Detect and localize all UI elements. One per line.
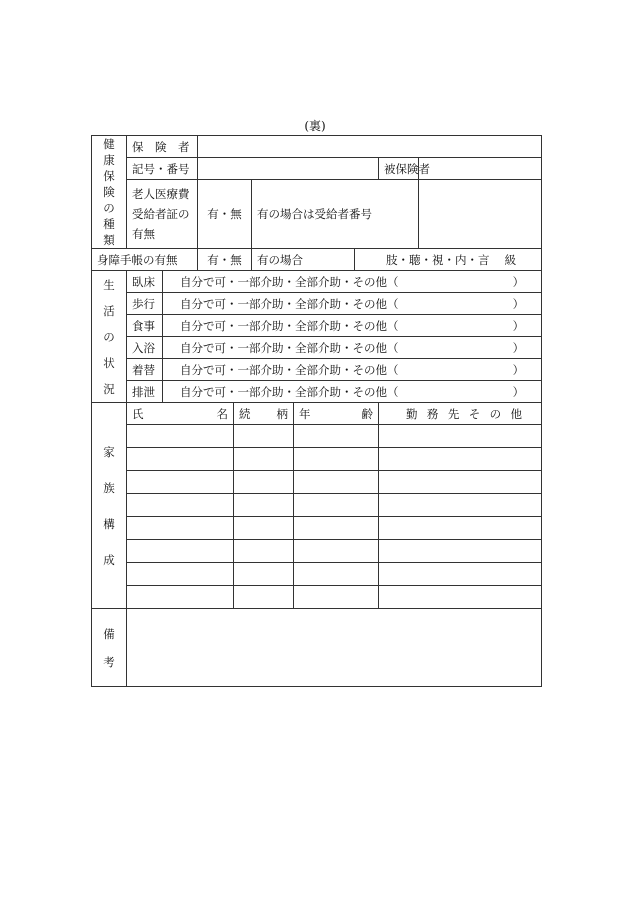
disability-if-yes-label: 有の場合 [252, 249, 355, 271]
elderly-medical-label: 老人医療費 受給者証の 有無 [127, 180, 198, 249]
family-name-cell[interactable] [127, 494, 234, 517]
disability-handbook-label: 身障手帳の有無 [92, 249, 198, 271]
living-item-options[interactable]: 自分で可・一部介助・全部介助・その他（ ） [163, 293, 542, 315]
living-item-label: 排泄 [127, 381, 163, 403]
remarks-section-label: 備 考 [92, 609, 127, 687]
family-work-cell[interactable] [379, 586, 542, 609]
family-header-age: 年 齢 [294, 403, 379, 425]
living-item-label: 食事 [127, 315, 163, 337]
family-work-cell[interactable] [379, 471, 542, 494]
family-relation-cell[interactable] [234, 448, 294, 471]
family-age-cell[interactable] [294, 563, 379, 586]
elderly-medical-choice[interactable]: 有・無 [198, 180, 252, 249]
family-name-cell[interactable] [127, 517, 234, 540]
disability-types[interactable]: 肢・聴・視・内・言 [386, 252, 490, 267]
family-work-cell[interactable] [379, 494, 542, 517]
record-form [91, 135, 541, 687]
family-name-cell[interactable] [127, 425, 234, 448]
family-name-cell[interactable] [127, 471, 234, 494]
family-name-cell[interactable] [127, 586, 234, 609]
disability-grade-label: 級 [504, 252, 517, 267]
family-work-cell[interactable] [379, 563, 542, 586]
table-row [92, 517, 542, 540]
disability-detail-field[interactable] [355, 249, 542, 271]
living-item-options[interactable]: 自分で可・一部介助・全部介助・その他（ ） [163, 337, 542, 359]
family-name-cell[interactable] [127, 540, 234, 563]
number-label: 記号・番号 [127, 158, 198, 180]
table-row [92, 425, 542, 448]
insured-label: 被保険者 [379, 158, 419, 180]
family-work-cell[interactable] [379, 540, 542, 563]
family-relation-cell[interactable] [234, 494, 294, 517]
family-relation-cell[interactable] [234, 563, 294, 586]
form-table [91, 135, 542, 687]
living-item-label: 入浴 [127, 337, 163, 359]
family-work-cell[interactable] [379, 517, 542, 540]
family-age-cell[interactable] [294, 586, 379, 609]
number-field[interactable] [198, 158, 379, 180]
living-status-section-label: 生 活 の 状 況 [92, 271, 127, 403]
insured-field[interactable] [419, 158, 542, 180]
insurer-label: 保 険 者 [127, 136, 198, 158]
family-work-cell[interactable] [379, 425, 542, 448]
family-age-cell[interactable] [294, 471, 379, 494]
family-work-cell[interactable] [379, 448, 542, 471]
living-item-options[interactable]: 自分で可・一部介助・全部介助・その他（ ） [163, 381, 542, 403]
living-item-options[interactable]: 自分で可・一部介助・全部介助・その他（ ） [163, 271, 542, 293]
family-age-cell[interactable] [294, 448, 379, 471]
family-relation-cell[interactable] [234, 540, 294, 563]
family-name-cell[interactable] [127, 448, 234, 471]
living-item-label: 臥床 [127, 271, 163, 293]
remarks-field[interactable] [127, 609, 542, 687]
table-row [92, 448, 542, 471]
insurance-type-section-label: 健 康 保 険 の 種 類 [92, 136, 127, 249]
living-item-label: 歩行 [127, 293, 163, 315]
table-row [92, 540, 542, 563]
insurer-field[interactable] [198, 136, 542, 158]
recipient-number-field[interactable] [419, 180, 542, 249]
table-row [92, 563, 542, 586]
family-relation-cell[interactable] [234, 425, 294, 448]
family-name-cell[interactable] [127, 563, 234, 586]
page-title: (裏) [304, 119, 326, 133]
family-age-cell[interactable] [294, 494, 379, 517]
family-relation-cell[interactable] [234, 586, 294, 609]
disability-handbook-choice[interactable]: 有・無 [198, 249, 252, 271]
table-row [92, 586, 542, 609]
family-age-cell[interactable] [294, 517, 379, 540]
living-item-label: 着替 [127, 359, 163, 381]
table-row [92, 471, 542, 494]
family-header-relation: 続 柄 [234, 403, 294, 425]
elderly-medical-if-yes-label: 有の場合は受給者番号 [252, 180, 419, 249]
family-section-label: 家 族 構 成 [92, 403, 127, 609]
family-relation-cell[interactable] [234, 517, 294, 540]
family-age-cell[interactable] [294, 425, 379, 448]
family-relation-cell[interactable] [234, 471, 294, 494]
table-row [92, 494, 542, 517]
family-age-cell[interactable] [294, 540, 379, 563]
family-header-name: 氏 名 [127, 403, 234, 425]
family-header-work: 勤 務 先 そ の 他 [379, 403, 542, 425]
living-item-options[interactable]: 自分で可・一部介助・全部介助・その他（ ） [163, 315, 542, 337]
living-item-options[interactable]: 自分で可・一部介助・全部介助・その他（ ） [163, 359, 542, 381]
